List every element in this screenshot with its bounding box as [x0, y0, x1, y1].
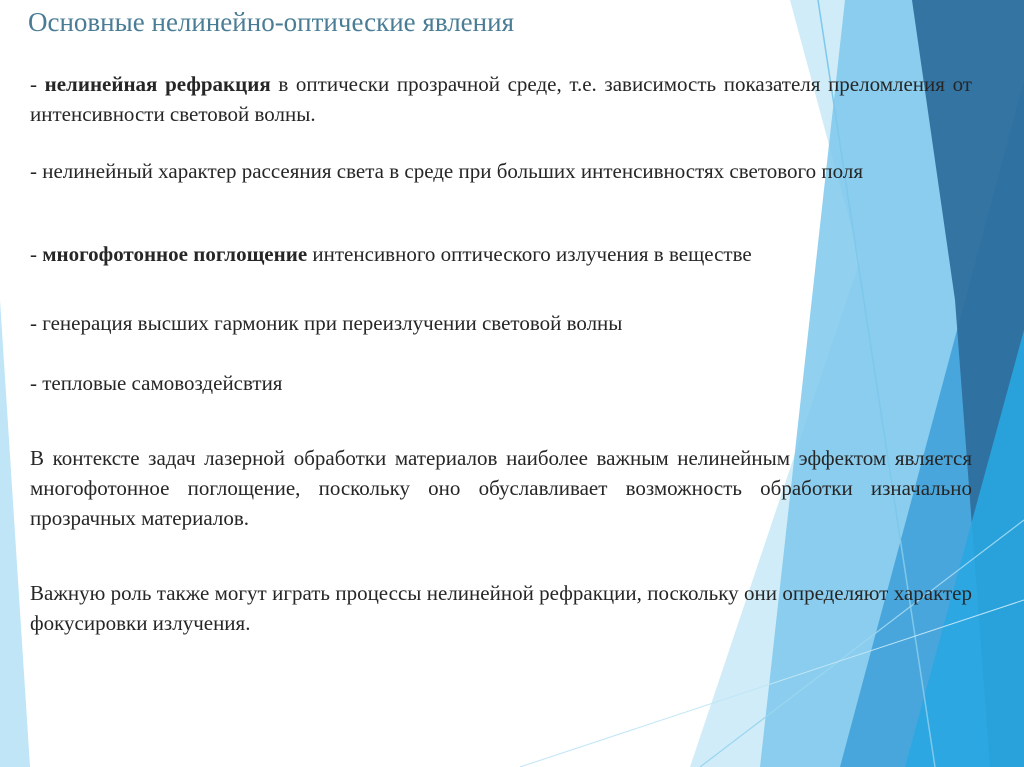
bullet-prefix: - [30, 371, 43, 395]
bullet-prefix: - [30, 72, 45, 96]
bullet-item-nonlinear-scattering [30, 156, 956, 186]
bullet-prefix: - [30, 242, 43, 266]
bullet-prefix: - [30, 159, 43, 183]
bullet-text: в оптически прозрачной среде, т.е. зависимость показателя преломления от интенсивности световой волны. [30, 72, 972, 126]
bullet-prefix: - [30, 311, 43, 335]
paragraph-laser-processing: В контексте задач лазерной обработки материалов наиболее важным нелинейным эффектом является многофотонное поглощение, поскольку оно обуславливает возможность обработки изначально прозрачных материалов. [30, 446, 972, 530]
bullet-text: интенсивного оптического излучения в веществе [307, 242, 752, 266]
bullet-item-harmonic-generation [30, 308, 622, 338]
bullet-text: генерация высших гармоник при переизлучении световой волны [42, 311, 623, 335]
bullet-text: нелинейный характер рассеяния света в среде при больших интенсивностях светового поля [42, 159, 863, 183]
bullet-bold-term: многофотонное поглощение [42, 242, 308, 266]
bullet-bold-term: нелинейная рефракция [44, 72, 271, 96]
bullet-text: тепловые самовоздейсвтия [42, 371, 283, 395]
bullet-item-nonlinear-refraction [30, 69, 972, 129]
bullet-item-multiphoton-absorption [30, 239, 752, 269]
bullet-item-thermal-effects [30, 368, 282, 398]
paragraph-nonlinear-refraction-role: Важную роль также могут играть процессы нелинейной рефракции, поскольку они определяют характер фокусировки излучения. [30, 581, 972, 635]
left-edge-triangle [0, 300, 30, 767]
slide-title: Основные нелинейно-оптические явления [28, 7, 514, 37]
